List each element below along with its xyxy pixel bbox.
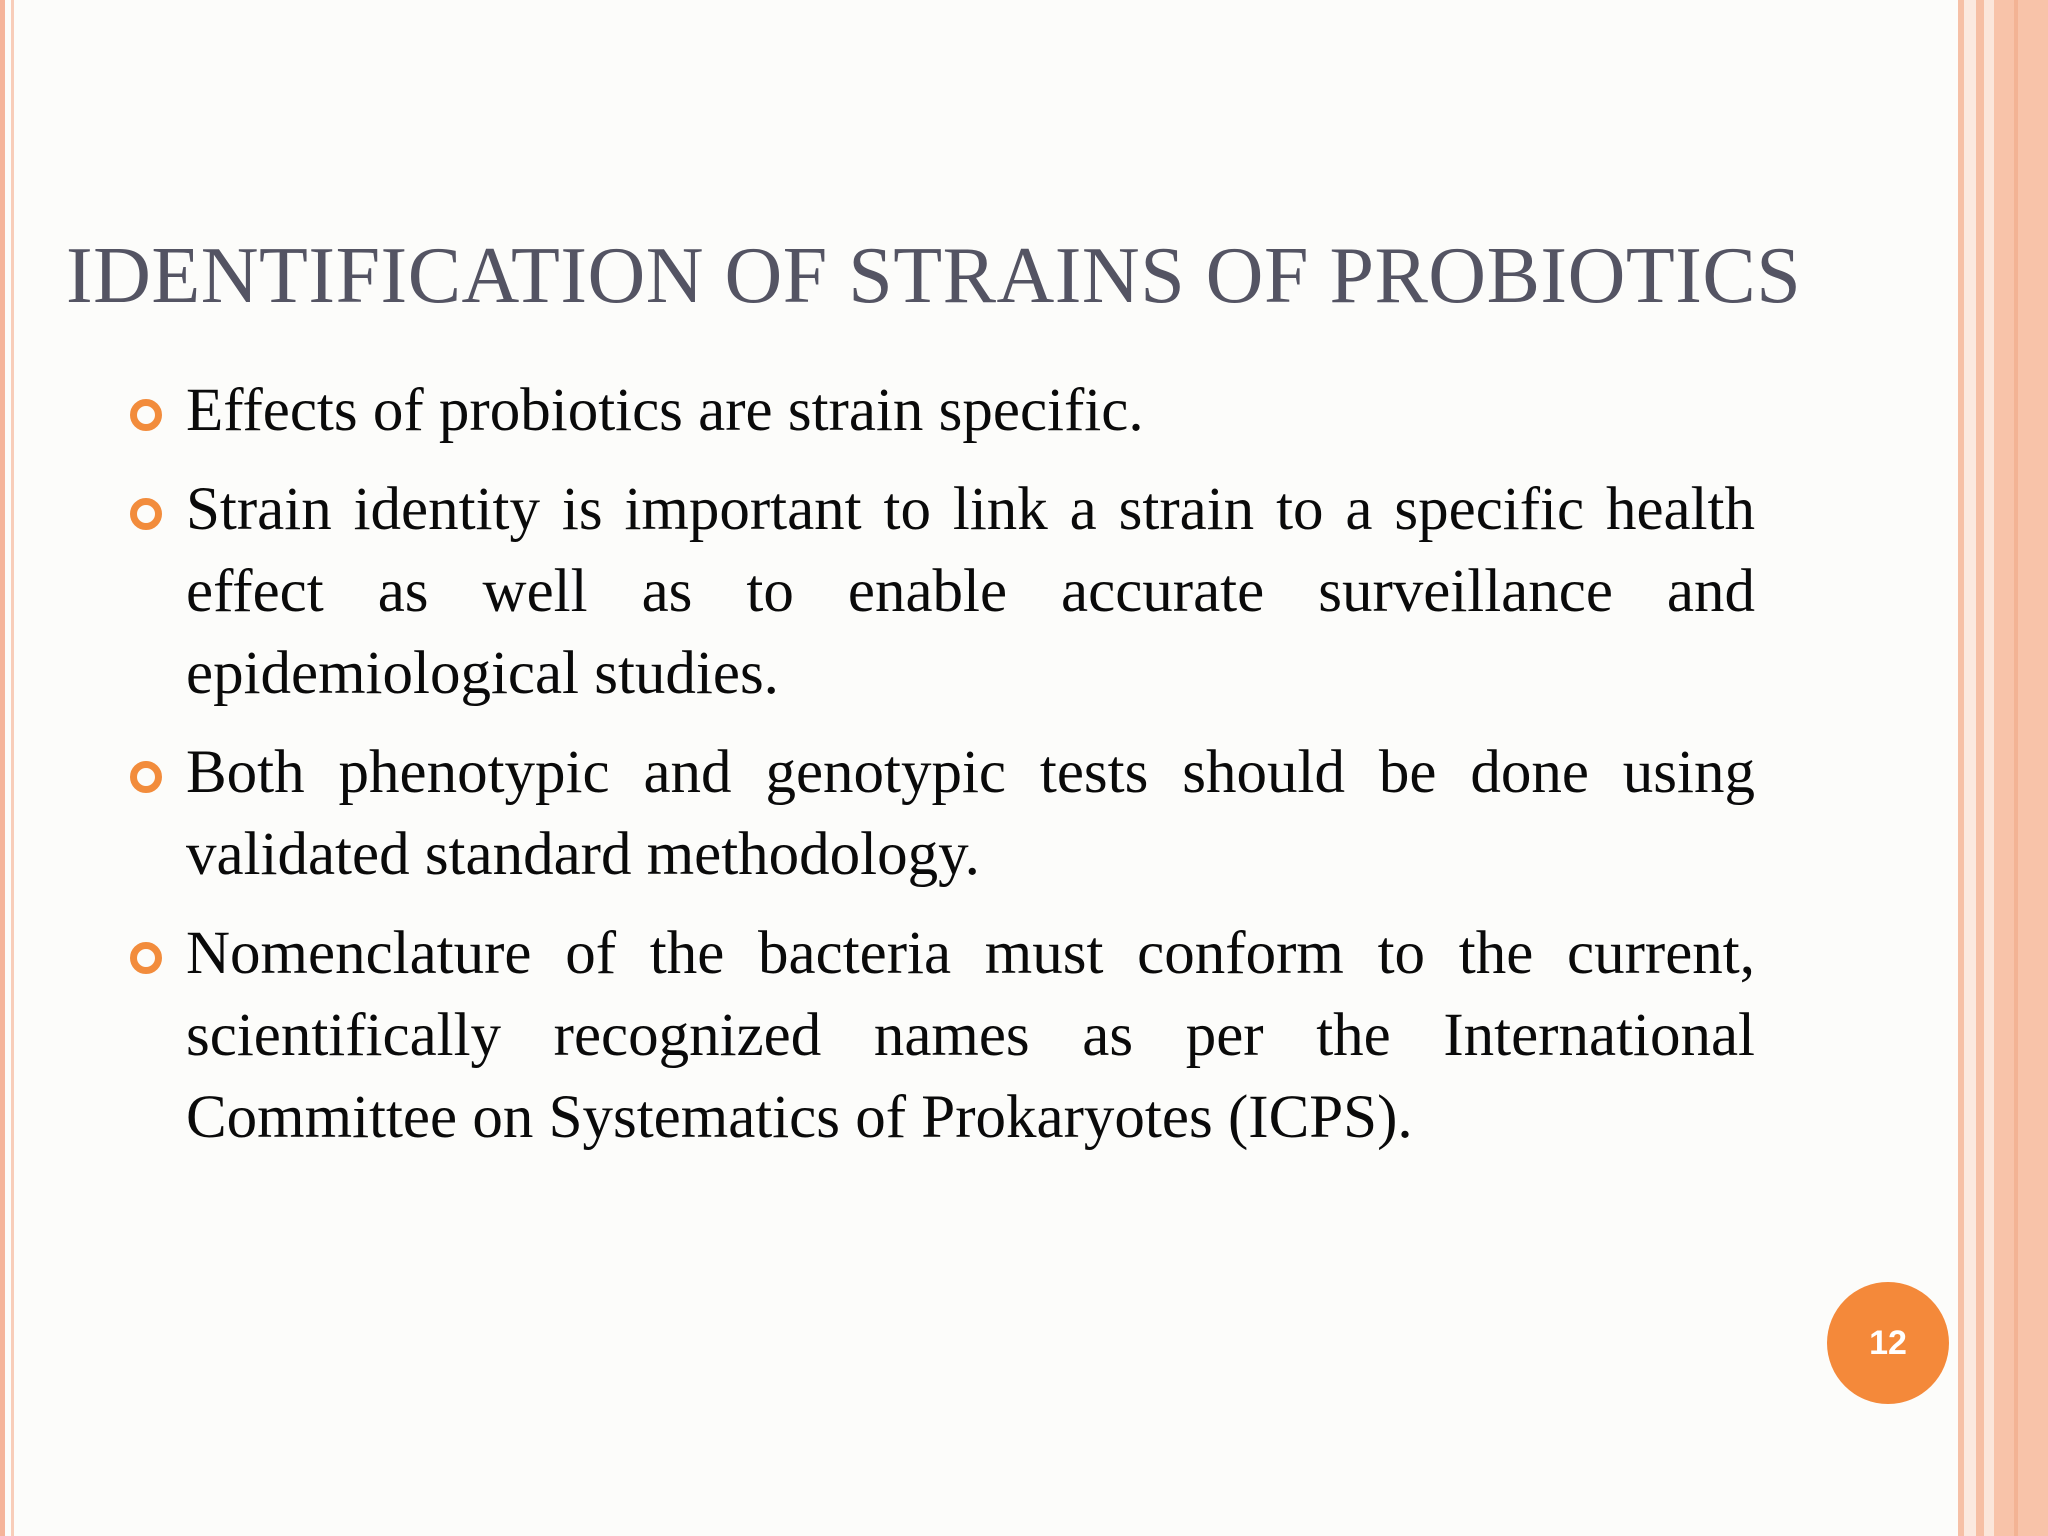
bullet-item xyxy=(130,370,1755,452)
left-border-decoration xyxy=(0,0,5,1536)
bullet-text: Effects of probiotics are strain specific. xyxy=(186,377,1144,444)
ring-bullet-icon xyxy=(130,761,162,793)
right-border-stripe xyxy=(1976,0,1984,1536)
ring-bullet-icon xyxy=(130,498,162,530)
bullet-item xyxy=(130,469,1755,715)
bullet-text: Nomenclature of the bacteria must conform to the current, scientifically recognized names as per the International Committee on Systematics of Prokaryotes (ICPS). xyxy=(186,920,1755,1151)
right-border-stripe xyxy=(2014,0,2018,1536)
right-border-stripe xyxy=(1964,0,1976,1536)
bullet-item xyxy=(130,913,1755,1159)
page-number-badge: 12 xyxy=(1827,1282,1949,1404)
slide-title: IDENTIFICATION OF STRAINS OF PROBIOTICS xyxy=(66,232,1802,320)
right-border-band xyxy=(1994,0,2048,1536)
bullet-item xyxy=(130,732,1755,896)
bullet-list xyxy=(130,370,1755,1176)
right-border-stripe xyxy=(1984,0,1994,1536)
ring-bullet-icon xyxy=(130,942,162,974)
bullet-text: Strain identity is important to link a strain to a specific health effect as well as to enable accurate surveillance and epidemiological studies. xyxy=(186,476,1755,707)
ring-bullet-icon xyxy=(130,399,162,431)
left-border-line xyxy=(11,0,14,1536)
bullet-text: Both phenotypic and genotypic tests should be done using validated standard methodology. xyxy=(186,739,1755,888)
